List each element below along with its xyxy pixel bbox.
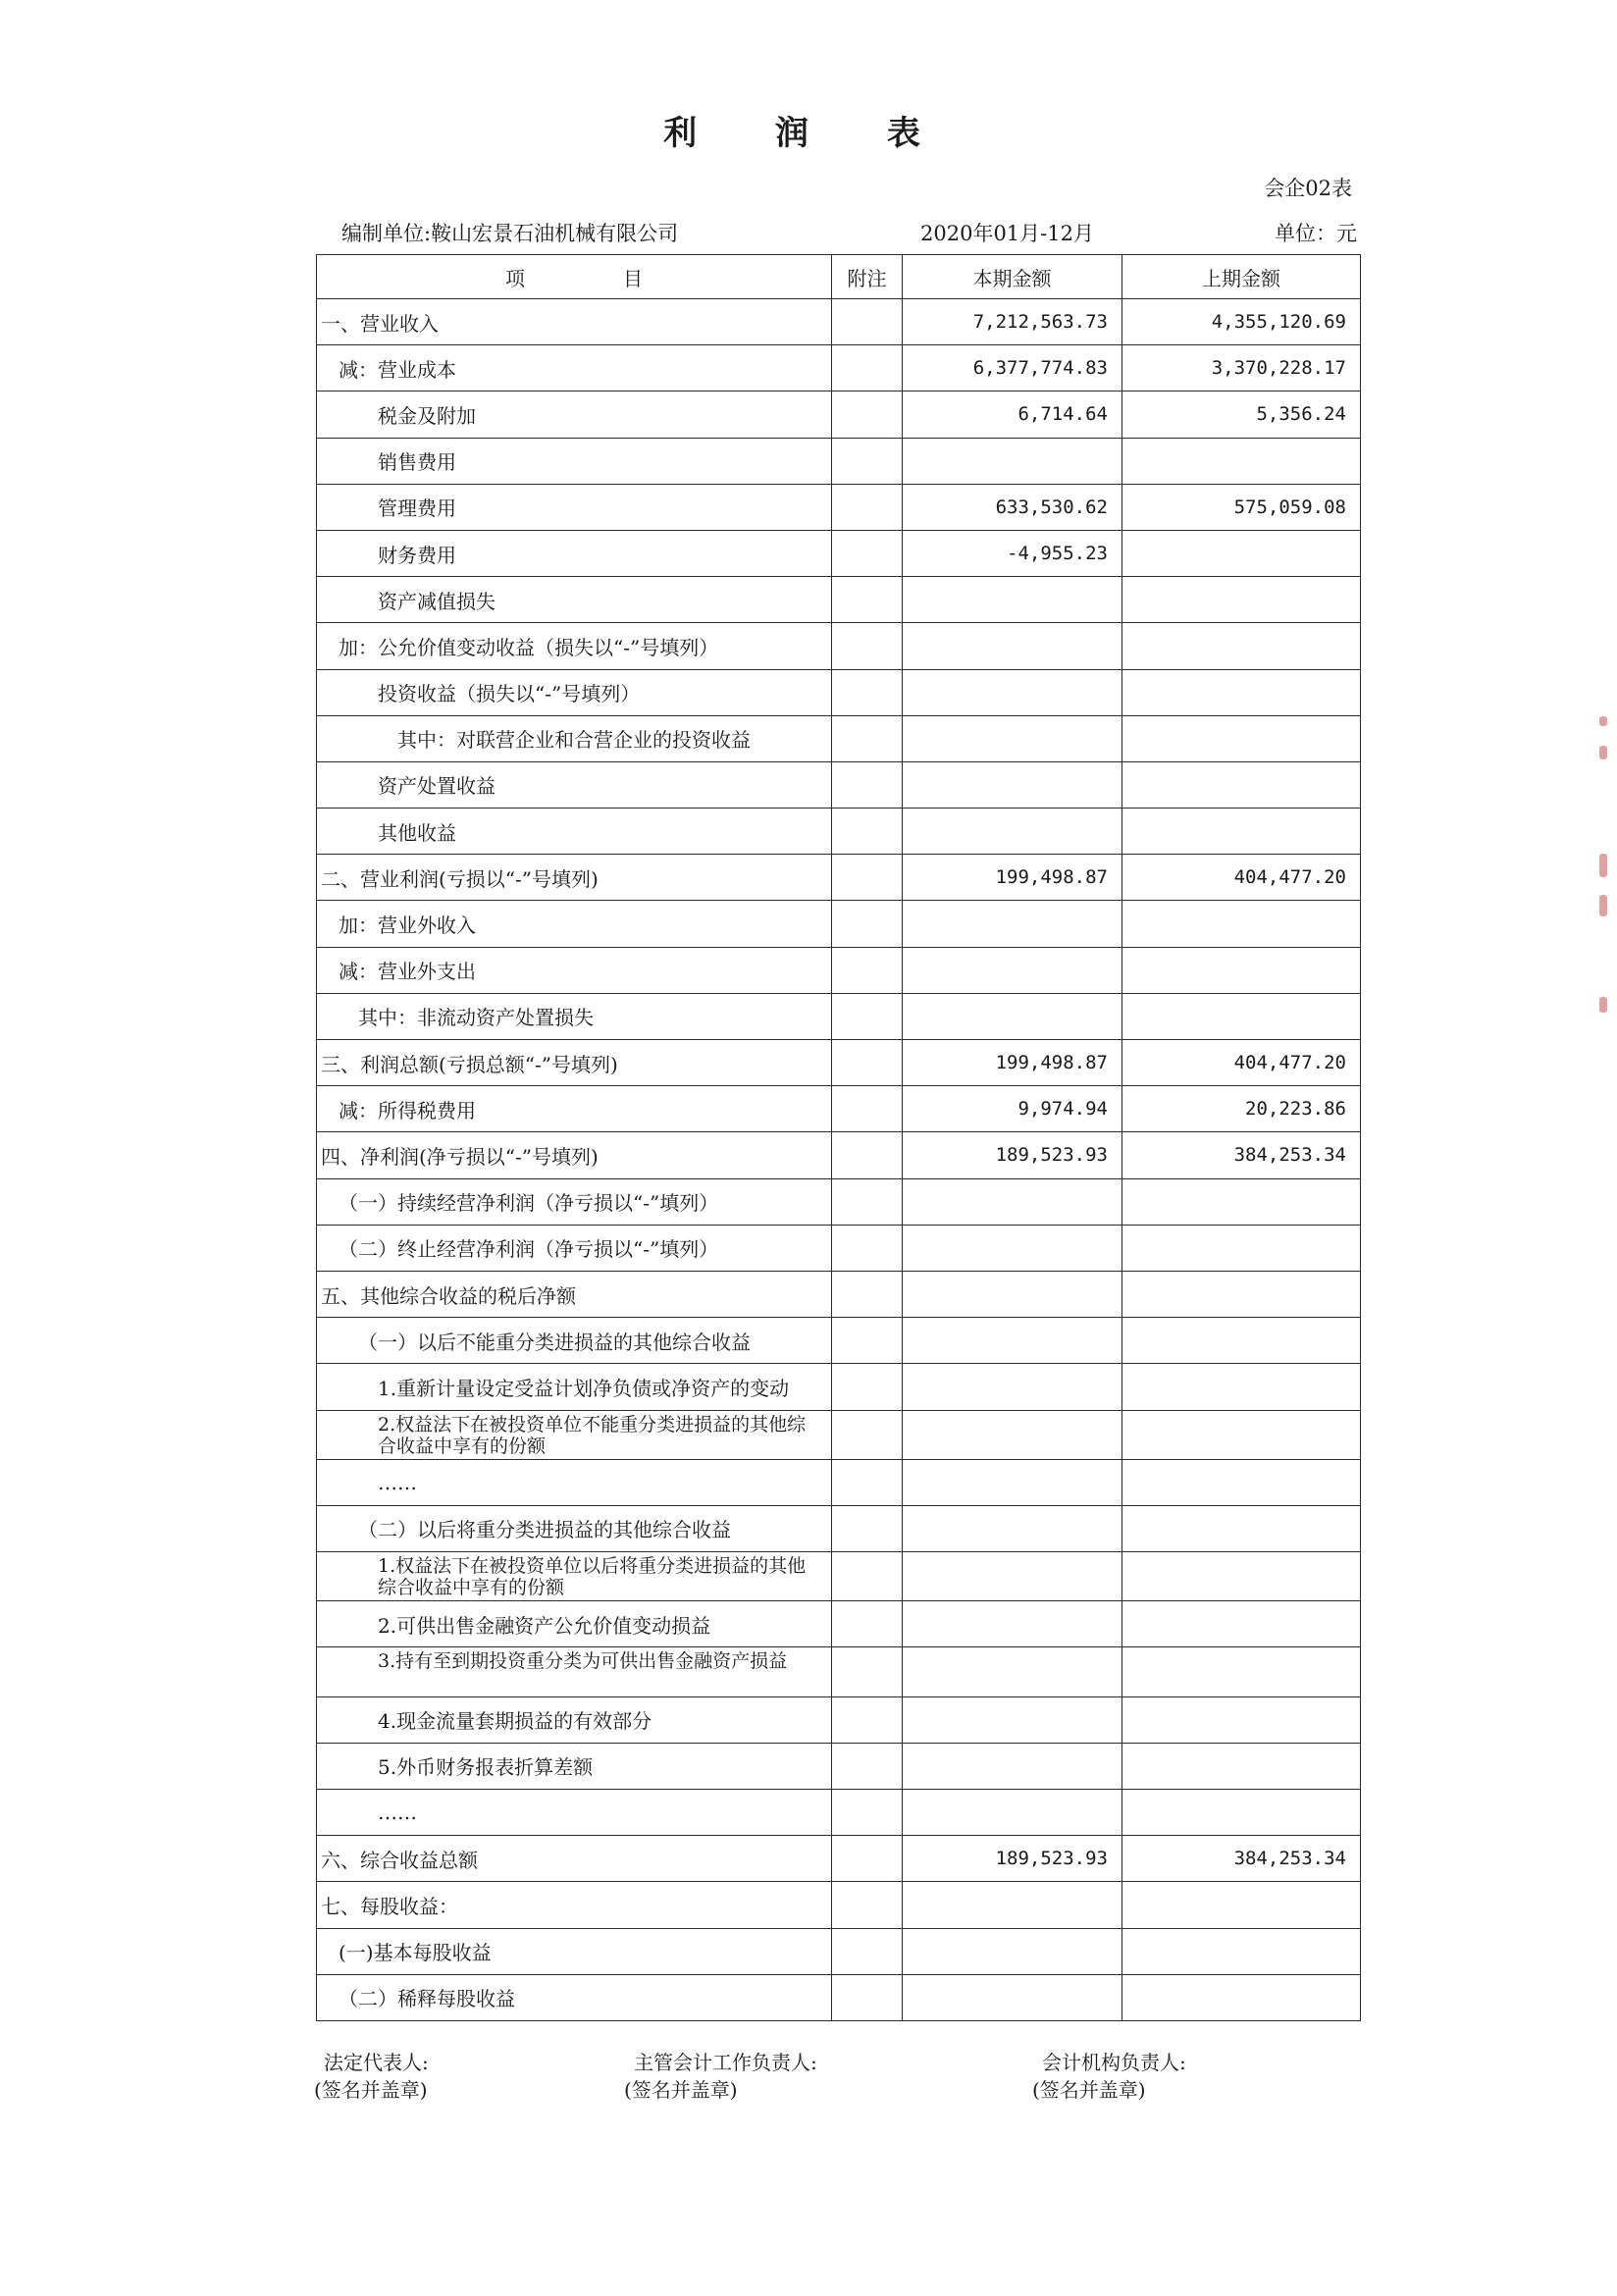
statement-meta [341, 218, 1357, 247]
row-current [903, 993, 1122, 1039]
row-previous [1122, 1696, 1361, 1743]
row-label: …… [317, 1459, 832, 1505]
row-current [903, 623, 1122, 669]
table-header-row [317, 255, 1361, 299]
row-previous [1122, 577, 1361, 623]
row-label: （一）以后不能重分类进损益的其他综合收益 [317, 1318, 832, 1364]
header-current: 本期金额 [903, 255, 1122, 299]
table-row [317, 1505, 1361, 1551]
row-previous [1122, 809, 1361, 855]
row-note [832, 1410, 903, 1459]
row-label: 五、其他综合收益的税后净额 [317, 1271, 832, 1317]
row-current [903, 761, 1122, 808]
row-current: 6,377,774.83 [903, 345, 1122, 391]
row-note [832, 761, 903, 808]
row-current [903, 1364, 1122, 1410]
row-note [832, 1505, 903, 1551]
row-label: (一)基本每股收益 [317, 1928, 832, 1974]
row-previous: 384,253.34 [1122, 1836, 1361, 1882]
table-row [317, 1271, 1361, 1317]
row-current [903, 577, 1122, 623]
row-note [832, 1696, 903, 1743]
row-label: 其中：对联营企业和合营企业的投资收益 [317, 715, 832, 761]
row-label: 管理费用 [317, 484, 832, 530]
row-previous [1122, 1459, 1361, 1505]
stamp-residue-mark [1599, 716, 1607, 726]
row-note [832, 669, 903, 715]
row-current [903, 1505, 1122, 1551]
table-row [317, 761, 1361, 808]
row-previous [1122, 1601, 1361, 1647]
row-note [832, 901, 903, 947]
row-previous: 3,370,228.17 [1122, 345, 1361, 391]
row-previous [1122, 901, 1361, 947]
table-row [317, 1647, 1361, 1696]
table-row [317, 669, 1361, 715]
row-previous [1122, 1505, 1361, 1551]
row-current [903, 1696, 1122, 1743]
table-row [317, 855, 1361, 901]
row-previous: 404,477.20 [1122, 855, 1361, 901]
row-note [832, 299, 903, 345]
row-previous [1122, 1974, 1361, 2020]
accounting-head-sign-note: (签名并盖章) [624, 2078, 738, 2102]
row-note [832, 1086, 903, 1132]
row-label: 六、综合收益总额 [317, 1836, 832, 1882]
row-previous [1122, 761, 1361, 808]
header-previous: 上期金额 [1122, 255, 1361, 299]
row-note [832, 577, 903, 623]
table-row [317, 391, 1361, 438]
row-note [832, 1928, 903, 1974]
row-note [832, 947, 903, 993]
table-row [317, 1974, 1361, 2020]
header-item: 项 目 [317, 255, 832, 299]
row-note [832, 1225, 903, 1271]
table-row [317, 1790, 1361, 1836]
row-note [832, 1743, 903, 1789]
row-current: 199,498.87 [903, 1040, 1122, 1086]
row-label: 减：所得税费用 [317, 1086, 832, 1132]
table-row [317, 993, 1361, 1039]
row-current [903, 1552, 1122, 1601]
row-current [903, 901, 1122, 947]
legal-rep-sign-note: (签名并盖章) [314, 2078, 428, 2102]
table-row [317, 1225, 1361, 1271]
row-label: 资产处置收益 [317, 761, 832, 808]
row-label: 5.外币财务报表折算差额 [317, 1743, 832, 1789]
table-row [317, 530, 1361, 576]
row-current: 189,523.93 [903, 1836, 1122, 1882]
legal-rep-signature [314, 2049, 429, 2104]
row-note [832, 1178, 903, 1225]
accounting-org-head-signature [1032, 2049, 1186, 2104]
row-note [832, 1132, 903, 1178]
row-note [832, 623, 903, 669]
row-previous [1122, 530, 1361, 576]
table-row [317, 1928, 1361, 1974]
row-current: 633,530.62 [903, 484, 1122, 530]
table-row [317, 623, 1361, 669]
row-current: -4,955.23 [903, 530, 1122, 576]
row-current [903, 1410, 1122, 1459]
row-note [832, 1552, 903, 1601]
row-label: 投资收益（损失以“-”号填列） [317, 669, 832, 715]
row-current: 189,523.93 [903, 1132, 1122, 1178]
table-row [317, 1040, 1361, 1086]
row-previous [1122, 993, 1361, 1039]
header-note: 附注 [832, 255, 903, 299]
stamp-residue-mark [1599, 997, 1607, 1013]
row-note [832, 993, 903, 1039]
row-current [903, 1178, 1122, 1225]
page-title: 利 润 表 [663, 114, 954, 153]
row-previous [1122, 1552, 1361, 1601]
table-row [317, 438, 1361, 484]
row-current [903, 1318, 1122, 1364]
table-row [317, 1601, 1361, 1647]
row-label: 2.权益法下在被投资单位不能重分类进损益的其他综合收益中享有的份额 [317, 1410, 832, 1459]
row-label: …… [317, 1790, 832, 1836]
row-label: 税金及附加 [317, 391, 832, 438]
table-row [317, 809, 1361, 855]
row-current [903, 947, 1122, 993]
row-previous: 384,253.34 [1122, 1132, 1361, 1178]
row-note [832, 855, 903, 901]
row-note [832, 1836, 903, 1882]
row-label: 4.现金流量套期损益的有效部分 [317, 1696, 832, 1743]
table-row [317, 1178, 1361, 1225]
table-row [317, 1836, 1361, 1882]
row-note [832, 1364, 903, 1410]
row-note [832, 1974, 903, 2020]
accounting-head-label: 主管会计工作负责人: [634, 2051, 817, 2074]
row-previous [1122, 1178, 1361, 1225]
stamp-residue-mark [1599, 895, 1607, 916]
stamp-residue-mark [1599, 746, 1607, 759]
row-label: 财务费用 [317, 530, 832, 576]
table-row [317, 1132, 1361, 1178]
row-label: 减：营业成本 [317, 345, 832, 391]
row-note [832, 530, 903, 576]
row-current [903, 1459, 1122, 1505]
row-current: 6,714.64 [903, 391, 1122, 438]
accounting-org-head-sign-note: (签名并盖章) [1032, 2078, 1146, 2102]
row-current [903, 809, 1122, 855]
row-label: 其中：非流动资产处置损失 [317, 993, 832, 1039]
table-row [317, 299, 1361, 345]
table-row [317, 1459, 1361, 1505]
table-row [317, 1364, 1361, 1410]
row-current [903, 1271, 1122, 1317]
row-note [832, 1040, 903, 1086]
table-row [317, 715, 1361, 761]
row-label: 资产减值损失 [317, 577, 832, 623]
row-previous [1122, 438, 1361, 484]
row-previous: 20,223.86 [1122, 1086, 1361, 1132]
row-label: 一、营业收入 [317, 299, 832, 345]
row-note [832, 1601, 903, 1647]
table-row [317, 947, 1361, 993]
row-previous [1122, 623, 1361, 669]
table-row [317, 1410, 1361, 1459]
row-note [832, 1790, 903, 1836]
row-current [903, 1882, 1122, 1928]
row-current [903, 1743, 1122, 1789]
row-current [903, 715, 1122, 761]
row-label: 其他收益 [317, 809, 832, 855]
row-current [903, 1225, 1122, 1271]
row-label: 减：营业外支出 [317, 947, 832, 993]
row-label: 1.权益法下在被投资单位以后将重分类进损益的其他综合收益中享有的份额 [317, 1552, 832, 1601]
row-note [832, 484, 903, 530]
row-current [903, 1928, 1122, 1974]
row-label: 二、营业利润(亏损以“-”号填列) [317, 855, 832, 901]
legal-rep-label: 法定代表人: [324, 2051, 429, 2074]
table-row [317, 1882, 1361, 1928]
row-previous [1122, 1647, 1361, 1696]
table-row [317, 345, 1361, 391]
row-label: 三、利润总额(亏损总额“-”号填列) [317, 1040, 832, 1086]
unit-label: 单位：元 [1275, 222, 1357, 245]
row-previous [1122, 1928, 1361, 1974]
row-note [832, 391, 903, 438]
row-label: （一）持续经营净利润（净亏损以“-”填列） [317, 1178, 832, 1225]
row-current [903, 438, 1122, 484]
period-label: 2020年01月-12月 [920, 222, 1094, 245]
row-current [903, 1974, 1122, 2020]
table-row [317, 577, 1361, 623]
row-previous [1122, 947, 1361, 993]
row-previous: 4,355,120.69 [1122, 299, 1361, 345]
row-previous: 575,059.08 [1122, 484, 1361, 530]
table-row [317, 484, 1361, 530]
row-note [832, 1459, 903, 1505]
row-label: 加：营业外收入 [317, 901, 832, 947]
income-statement-table [316, 254, 1361, 2021]
row-note [832, 438, 903, 484]
row-previous [1122, 1318, 1361, 1364]
row-label: 七、每股收益： [317, 1882, 832, 1928]
row-previous: 5,356.24 [1122, 391, 1361, 438]
table-row [317, 1318, 1361, 1364]
row-label: （二）以后将重分类进损益的其他综合收益 [317, 1505, 832, 1551]
row-previous [1122, 1410, 1361, 1459]
row-current [903, 1790, 1122, 1836]
row-current: 9,974.94 [903, 1086, 1122, 1132]
form-code: 会企02表 [1264, 177, 1352, 200]
row-label: 3.持有至到期投资重分类为可供出售金融资产损益 [317, 1647, 832, 1696]
row-note [832, 1647, 903, 1696]
accounting-org-head-label: 会计机构负责人: [1042, 2051, 1186, 2074]
row-current [903, 669, 1122, 715]
row-previous [1122, 669, 1361, 715]
row-previous [1122, 1271, 1361, 1317]
row-note [832, 345, 903, 391]
stamp-residue-mark [1599, 854, 1607, 877]
row-note [832, 1882, 903, 1928]
row-note [832, 809, 903, 855]
row-label: 销售费用 [317, 438, 832, 484]
row-label: 1.重新计量设定受益计划净负债或净资产的变动 [317, 1364, 832, 1410]
row-label: 加：公允价值变动收益（损失以“-”号填列） [317, 623, 832, 669]
row-current [903, 1601, 1122, 1647]
row-current: 7,212,563.73 [903, 299, 1122, 345]
table-row [317, 1552, 1361, 1601]
table-row [317, 1743, 1361, 1789]
table-row [317, 901, 1361, 947]
row-previous: 404,477.20 [1122, 1040, 1361, 1086]
company-label: 编制单位:鞍山宏景石油机械有限公司 [341, 222, 679, 245]
row-label: 四、净利润(净亏损以“-”号填列) [317, 1132, 832, 1178]
row-previous [1122, 1882, 1361, 1928]
accounting-head-signature [624, 2049, 817, 2104]
row-note [832, 1271, 903, 1317]
row-note [832, 715, 903, 761]
row-current [903, 1647, 1122, 1696]
row-previous [1122, 715, 1361, 761]
table-row [317, 1696, 1361, 1743]
row-current: 199,498.87 [903, 855, 1122, 901]
row-previous [1122, 1225, 1361, 1271]
row-label: （二）终止经营净利润（净亏损以“-”填列） [317, 1225, 832, 1271]
row-label: （二）稀释每股收益 [317, 1974, 832, 2020]
row-previous [1122, 1364, 1361, 1410]
row-label: 2.可供出售金融资产公允价值变动损益 [317, 1601, 832, 1647]
row-previous [1122, 1743, 1361, 1789]
row-note [832, 1318, 903, 1364]
row-previous [1122, 1790, 1361, 1836]
table-row [317, 1086, 1361, 1132]
